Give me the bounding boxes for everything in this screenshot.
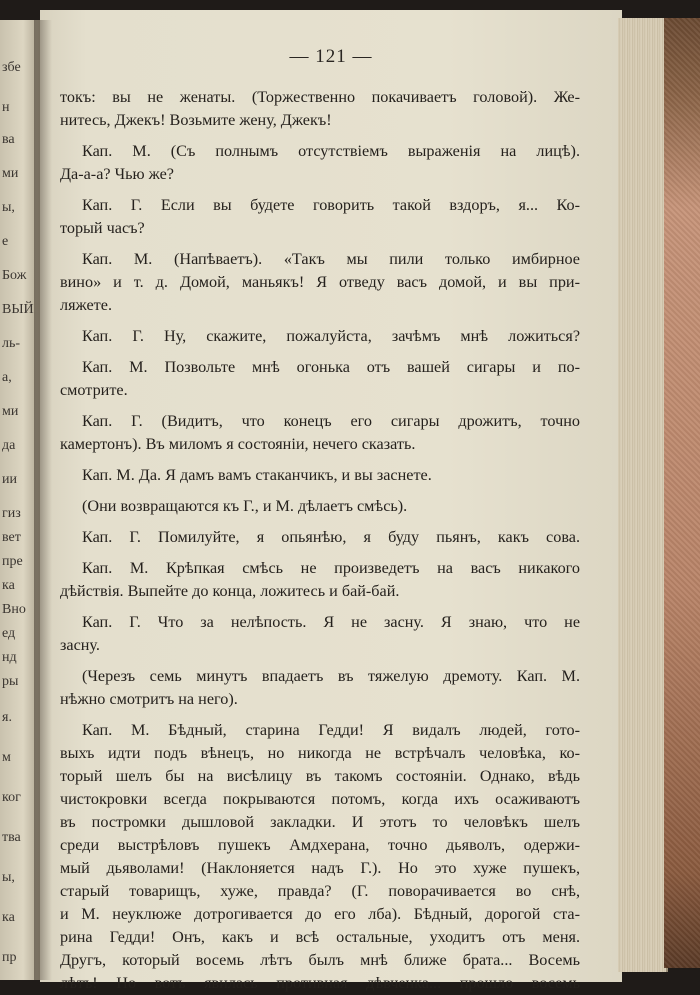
- text-line: Кап. М. Бѣдный, старина Гедди! Я видалъ людей, гото-: [82, 721, 580, 739]
- text-line: Кап. М. (Съ полнымъ отсутствіемъ выраженія на лицѣ).: [82, 142, 580, 160]
- margin-fragment: тва: [2, 830, 21, 845]
- page-number: — 121 —: [289, 46, 373, 67]
- text-line: Кап. М. (Напѣваетъ). «Такъ мы пили только имбирное: [82, 250, 580, 268]
- text-line: Кап. М. Позвольте мнѣ огонька отъ вашей сигары и по-: [82, 358, 580, 376]
- margin-fragment: ми: [2, 404, 19, 419]
- text-line: торый часъ?: [60, 219, 145, 237]
- margin-fragment: вет: [2, 530, 21, 545]
- text-line: ляжете.: [60, 296, 112, 314]
- text-line: торый шелъ бы на висѣлицу въ такомъ состояніи. Однако, вѣдь: [60, 767, 580, 785]
- text-line: Кап. Г. Что за нелѣпость. Я не засну. Я знаю, что не: [82, 613, 580, 631]
- text-line: Кап. Г. (Видитъ, что конецъ его сигары дрожитъ, точно: [82, 412, 580, 430]
- margin-fragment: ва: [2, 132, 15, 147]
- text-line: и М. неуклюже дотрогивается до его лба). Бѣдный, дорогой ста-: [60, 905, 580, 923]
- text-line: чистокровки всегда покрываются потомъ, когда ихъ осаживаютъ: [60, 790, 580, 808]
- stage-direction: (Черезъ семь минутъ впадаетъ въ тяжелую дремоту. Кап. М.: [82, 667, 580, 685]
- margin-fragment: е: [2, 234, 9, 249]
- margin-fragment: гиз: [2, 506, 21, 521]
- text-line: Кап. М. Да. Я дамъ вамъ стаканчикъ, и вы заснете.: [82, 466, 432, 484]
- margin-fragment: ед: [2, 626, 16, 641]
- text-line: выхъ идти подъ вѣнецъ, но никогда не встрѣчалъ человѣка, ко-: [60, 744, 580, 762]
- margin-fragment: ии: [2, 472, 17, 487]
- text-line: Да-а-а? Чью же?: [60, 165, 174, 183]
- book-page: [40, 10, 622, 992]
- margin-fragment: a,: [2, 370, 12, 385]
- margin-fragment: ка: [2, 910, 15, 925]
- margin-fragment: пр: [2, 950, 17, 965]
- text-line: засну.: [60, 636, 100, 654]
- page-block-edge: [618, 18, 668, 972]
- book-cover-edge: [664, 18, 700, 968]
- margin-fragment: да: [2, 438, 16, 453]
- margin-fragment: ы,: [2, 870, 15, 885]
- text-line: старый товарищъ, хуже, правда? (Г. поворачивается во снѣ,: [60, 882, 580, 900]
- page-text: [60, 86, 580, 995]
- stage-direction: (Они возвращаются къ Г., и М. дѣлаетъ смѣсь).: [82, 497, 408, 515]
- margin-fragment: ка: [2, 578, 15, 593]
- margin-fragment: Бож: [2, 268, 27, 283]
- margin-fragment: я.: [2, 710, 12, 725]
- margin-fragment: н: [2, 100, 10, 115]
- margin-fragment: ы,: [2, 200, 15, 215]
- margin-fragment: ВЫЙ: [2, 302, 34, 317]
- margin-fragment: м: [2, 750, 11, 765]
- margin-fragment: ког: [2, 790, 21, 805]
- text-line: рина Гедди! Онъ, какъ и всѣ остальные, уходитъ отъ меня.: [60, 928, 580, 946]
- text-line: мый дьяволами! (Наклоняется надъ Г.). Но это хуже пушекъ,: [60, 859, 580, 877]
- text-line: въ постромки дышловой закладки. И этотъ то человѣкъ шелъ: [60, 813, 580, 831]
- margin-fragment: пре: [2, 554, 23, 569]
- margin-fragment: Вно: [2, 602, 26, 617]
- margin-fragment: ми: [2, 166, 19, 181]
- text-line: Другъ, который восемь лѣтъ былъ мнѣ ближе брата... Восемь: [60, 951, 580, 969]
- margin-fragment: ры: [2, 674, 19, 689]
- margin-fragment: ль-: [2, 336, 21, 351]
- margin-fragment: збе: [2, 60, 21, 75]
- text-line: Кап. Г. Если вы будете говорить такой вздоръ, я... Ко-: [82, 196, 580, 214]
- text-line: среди выстрѣловъ пушекъ Амдхерана, точно дьяволъ, одержи-: [60, 836, 580, 854]
- text-line: дѣйствія. Выпейте до конца, ложитесь и бай-бай.: [60, 582, 400, 600]
- text-line: Кап. Г. Помилуйте, я опьянѣю, я буду пьянъ, какъ сова.: [82, 528, 580, 546]
- stage-direction: нѣжно смотритъ на него).: [60, 690, 238, 708]
- gutter-shadow: [34, 20, 52, 980]
- text-line: Кап. М. Крѣпкая смѣсь не произведетъ на васъ никакого: [82, 559, 580, 577]
- text-line: токъ: вы не женаты. (Торжественно покачиваетъ головой). Же-: [60, 88, 580, 106]
- text-line: камертонъ). Въ миломъ я состояніи, нечего сказать.: [60, 435, 416, 453]
- margin-fragment: нд: [2, 650, 17, 665]
- text-line: вино» и т. д. Домой, маньякъ! Я отведу васъ домой, и вы при-: [60, 273, 580, 291]
- text-line: нитесь, Джекъ! Возьмите жену, Джекъ!: [60, 111, 332, 129]
- text-line: смотрите.: [60, 381, 128, 399]
- text-line: лѣтъ! Но вотъ явилась противная дѣвченка... прошло восемь: [60, 974, 580, 992]
- text-line: Кап. Г. Ну, скажите, пожалуйста, зачѣмъ мнѣ ложиться?: [82, 327, 580, 345]
